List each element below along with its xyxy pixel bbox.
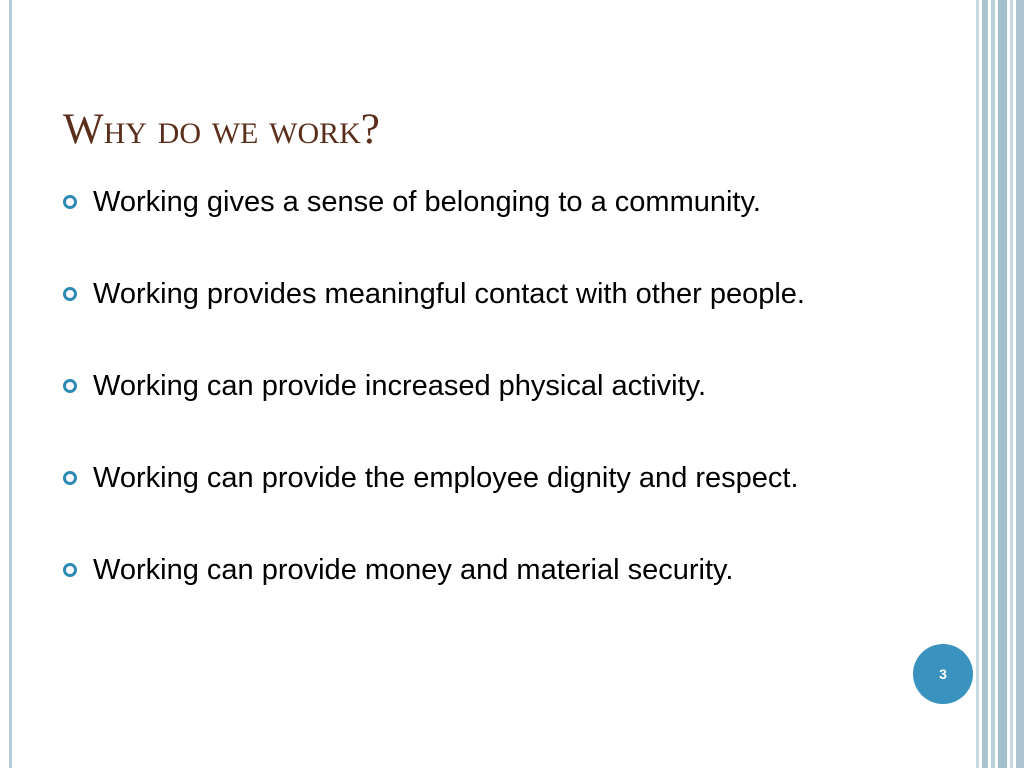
bullet-marker-icon (63, 563, 77, 577)
bullet-marker-icon (63, 379, 77, 393)
decorative-stripe (976, 0, 979, 768)
bullet-text: Working can provide the employee dignity and respect. (93, 462, 799, 494)
decorative-stripe (991, 0, 995, 768)
page-number-badge (913, 644, 973, 704)
bullet-text: Working can provide money and material security. (93, 554, 734, 586)
decorative-stripe (1010, 0, 1013, 768)
bullet-marker-icon (63, 287, 77, 301)
bullet-text: Working can provide increased physical activity. (93, 370, 707, 402)
bullet-item (63, 551, 853, 589)
left-border-rule (9, 0, 12, 768)
bullet-text: Working provides meaningful contact with other people. (93, 278, 805, 310)
right-decorative-band (976, 0, 1024, 768)
bullet-item (63, 275, 853, 313)
bullet-item (63, 459, 853, 497)
bullet-marker-icon (63, 471, 77, 485)
bullet-list (63, 183, 853, 589)
decorative-stripe (982, 0, 988, 768)
page-number: 3 (939, 666, 947, 682)
decorative-stripe (998, 0, 1007, 768)
bullet-marker-icon (63, 195, 77, 209)
bullet-item (63, 183, 853, 221)
decorative-stripe (1016, 0, 1024, 768)
slide-title: Why do we work? (63, 106, 380, 153)
bullet-item (63, 367, 853, 405)
bullet-text: Working gives a sense of belonging to a community. (93, 186, 761, 218)
